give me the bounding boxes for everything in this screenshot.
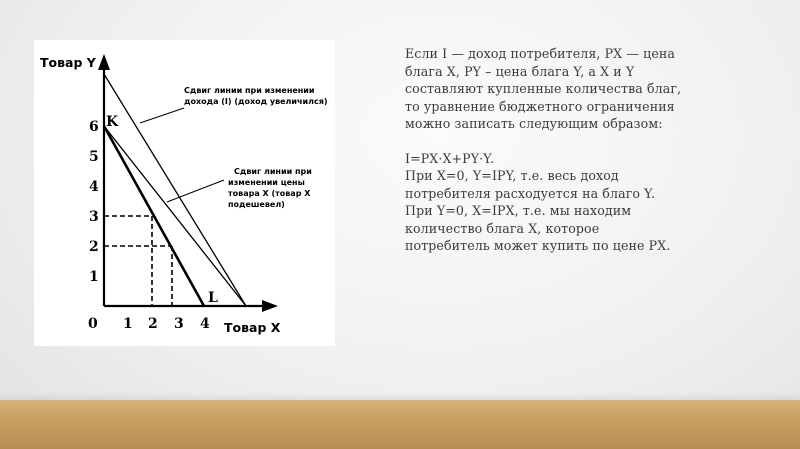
x-tick-1: 1 — [123, 316, 133, 332]
diagram-svg — [34, 40, 335, 346]
y-tick-5: 5 — [89, 149, 99, 165]
paragraph-gap — [405, 133, 705, 150]
y-axis-arrow — [98, 54, 110, 70]
y-tick-1: 1 — [89, 269, 99, 285]
text-line: то уравнение бюджетного ограничения — [405, 98, 675, 114]
x-tick-2: 2 — [148, 316, 158, 332]
text-line: потребитель может купить по цене PX. — [405, 238, 671, 253]
budget-line-diagram — [34, 40, 335, 346]
annotation-price-line-2: изменении цены — [228, 178, 305, 187]
point-l-label: L — [208, 290, 218, 306]
annotation-price-line-1: Сдвиг линии при — [234, 167, 312, 176]
formula-line: I=PX·X+PY·Y. — [405, 150, 495, 166]
y-tick-2: 2 — [89, 239, 99, 255]
x-axis-arrow — [262, 300, 278, 312]
x-tick-4: 4 — [200, 316, 210, 332]
text-line: потребителя расходуется на благо Y. — [405, 185, 656, 201]
y-tick-3: 3 — [89, 209, 99, 225]
annotation-price-line-4: подешевел) — [228, 200, 285, 209]
text-line: составляют купленные количества благ, — [405, 81, 682, 96]
y-tick-6: 6 — [89, 119, 99, 135]
text-line: блага X, PY – цена блага Y, а X и Y — [405, 63, 635, 79]
text-line: При X=0, Y=IPY, т.е. весь доход — [405, 168, 619, 183]
y-tick-4: 4 — [89, 179, 99, 195]
budget-line-income-shift — [104, 74, 246, 306]
text-line: количество блага X, которое — [405, 220, 600, 236]
text-line: Если I — доход потребителя, PX — цена — [405, 46, 675, 61]
x-tick-3: 3 — [174, 316, 184, 332]
annotation-income-line-2: дохода (I) (доход увеличился) — [184, 97, 328, 106]
x-axis-label: Товар X — [224, 320, 281, 335]
y-axis-label: Товар Y — [40, 55, 96, 70]
budget-line-original — [104, 126, 204, 306]
annotation-price-line-3: товара X (товар X — [228, 189, 311, 198]
text-line: можно записать следующим образом: — [405, 116, 663, 131]
wooden-floor — [0, 400, 800, 449]
annotation-income-line-1: Сдвиг линии при изменении — [184, 86, 315, 95]
explanation-text — [405, 45, 705, 255]
origin-label: 0 — [88, 316, 98, 332]
text-line: При Y=0, X=IPX, т.е. мы находим — [405, 203, 632, 218]
point-k-label: K — [106, 114, 119, 130]
annotation-income-pointer — [140, 108, 184, 123]
budget-line-price-shift — [104, 126, 246, 306]
